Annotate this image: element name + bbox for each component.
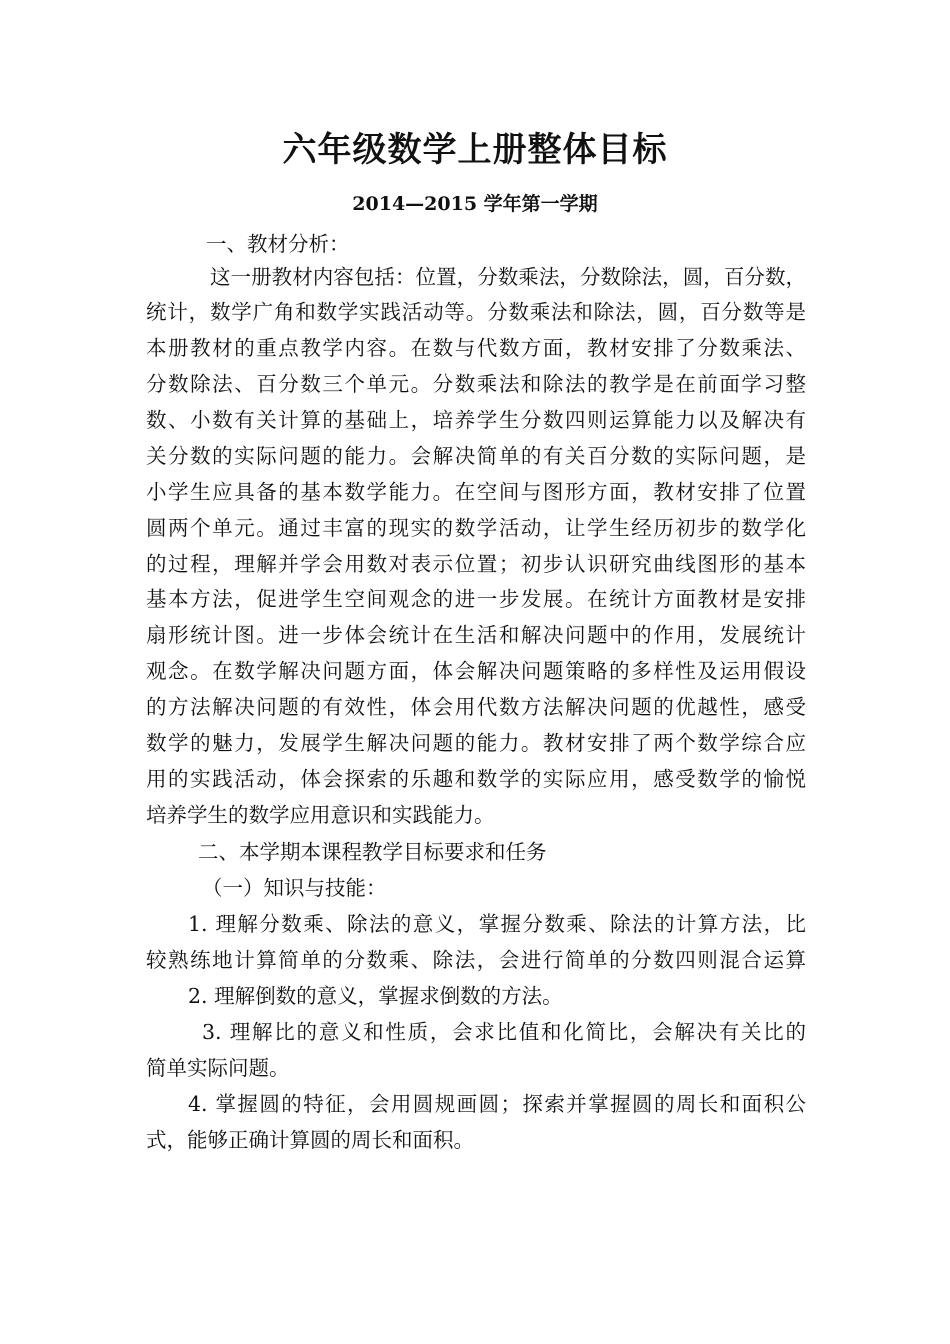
paragraph-line: 关分数的实际问题的能力。会解决简单的有关百分数的实际问题，是	[146, 444, 806, 468]
paragraph-line: 圆两个单元。通过丰富的现实的数学活动，让学生经历初步的数学化	[146, 516, 806, 540]
paragraph-line: 观念。在数学解决问题方面，体会解决问题策略的多样性及运用假设	[146, 659, 806, 683]
list-item-1-line: 较熟练地计算简单的分数乘、除法，会进行简单的分数四则混合运算	[146, 948, 806, 972]
paragraph-line: 扇形统计图。进一步体会统计在生活和解决问题中的作用，发展统计	[146, 623, 806, 647]
list-item-3-line: 简单实际问题。	[146, 1056, 290, 1080]
paragraph-line: 数、小数有关计算的基础上，培养学生分数四则运算能力以及解决有	[146, 408, 806, 432]
list-item-1-line: 1. 理解分数乘、除法的意义，掌握分数乘、除法的计算方法，比	[188, 912, 806, 936]
list-item-4-line: 式，能够正确计算圆的周长和面积。	[146, 1128, 474, 1152]
paragraph-line: 培养学生的数学应用意识和实践能力。	[146, 803, 495, 827]
paragraph-line: 的过程，理解并学会用数对表示位置；初步认识研究曲线图形的基本	[146, 552, 806, 576]
section-heading-1: 一、教材分析：	[206, 232, 350, 256]
paragraph-line: 分数除法、百分数三个单元。分数乘法和除法的教学是在前面学习整	[146, 372, 806, 396]
document-title: 六年级数学上册整体目标	[282, 130, 668, 170]
list-item-3-line: 3. 理解比的意义和性质，会求比值和化简比，会解决有关比的	[202, 1020, 806, 1044]
paragraph-line: 本册教材的重点教学内容。在数与代数方面，教材安排了分数乘法、	[146, 336, 806, 360]
paragraph-line: 小学生应具备的基本数学能力。在空间与图形方面，教材安排了位置	[146, 480, 806, 504]
paragraph-line: 数学的魅力，发展学生解决问题的能力。教材安排了两个数学综合应	[146, 731, 806, 755]
list-item-2: 2. 理解倒数的意义，掌握求倒数的方法。	[188, 984, 563, 1008]
document-subtitle: 2014—2015 学年第一学期	[352, 193, 598, 215]
subsection-heading-1: （一）知识与技能：	[202, 876, 387, 900]
list-item-4-line: 4. 掌握圆的特征，会用圆规画圆；探索并掌握圆的周长和面积公	[188, 1092, 806, 1116]
section-heading-2: 二、本学期本课程教学目标要求和任务	[198, 840, 547, 864]
paragraph-line: 统计，数学广角和数学实践活动等。分数乘法和除法，圆，百分数等是	[146, 300, 806, 324]
paragraph-line: 这一册教材内容包括：位置，分数乘法，分数除法，圆，百分数，	[210, 265, 806, 289]
paragraph-line: 用的实践活动，体会探索的乐趣和数学的实际应用，感受数学的愉悦	[146, 767, 806, 791]
paragraph-line: 的方法解决问题的有效性，体会用代数方法解决问题的优越性，感受	[146, 695, 806, 719]
paragraph-line: 基本方法，促进学生空间观念的进一步发展。在统计方面教材是安排	[146, 587, 806, 611]
